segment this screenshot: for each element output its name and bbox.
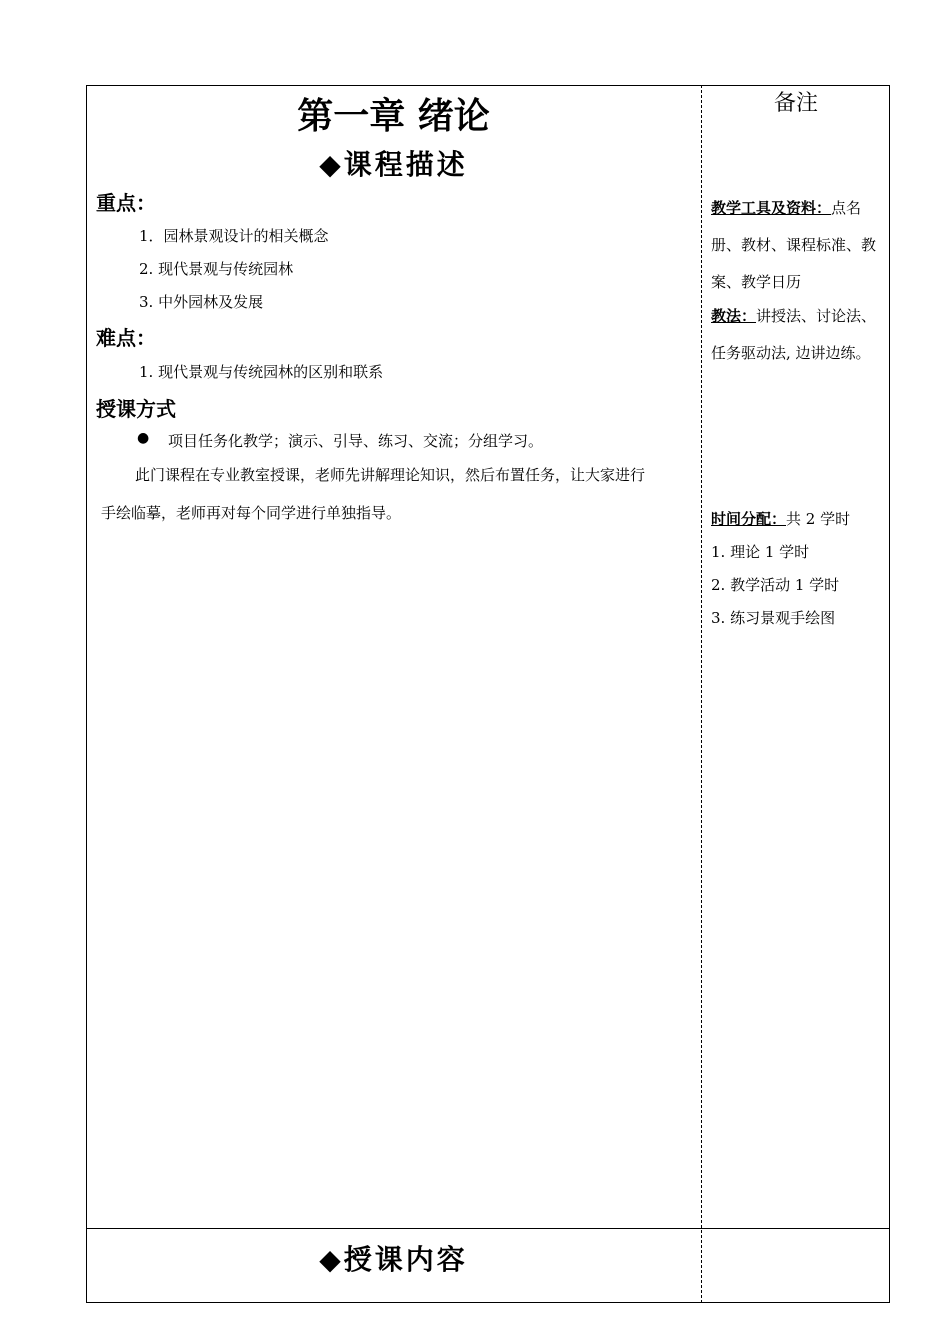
method-line1 <box>711 305 876 326</box>
remarks-heading: 备注 <box>773 91 818 116</box>
row-divider <box>86 1228 890 1229</box>
course-description-heading: ◆课程描述 <box>319 148 468 181</box>
teaching-content-heading: ◆授课内容 <box>319 1243 468 1276</box>
chapter-title: 第一章 绪论 <box>297 96 490 137</box>
method-line2: 任务驱动法, 边讲边练。 <box>711 344 871 362</box>
key-points-heading: 重点： <box>96 191 156 215</box>
tools-line2: 册、教材、课程标准、教 <box>711 236 877 254</box>
key-point-item: 3. 中外园林及发展 <box>139 293 264 311</box>
time-item: 1. 理论 1 学时 <box>711 543 810 561</box>
time-item: 2. 教学活动 1 学时 <box>711 576 840 594</box>
tools-text: 点名 <box>831 199 862 217</box>
method-label: 教法： <box>711 307 757 325</box>
teaching-method-heading: 授课方式 <box>96 397 176 421</box>
time-allocation-line <box>711 508 850 529</box>
tools-label: 教学工具及资料： <box>711 199 832 217</box>
difficulties-heading: 难点： <box>96 326 156 350</box>
time-label: 时间分配： <box>711 510 787 528</box>
time-text: 共 2 学时 <box>786 510 851 528</box>
teaching-method-paragraph-line1: 此门课程在专业教室授课，老师先讲解理论知识，然后布置任务，让大家进行 <box>135 466 646 484</box>
tools-line1 <box>711 197 861 218</box>
difficulty-item: 1. 现代景观与传统园林的区别和联系 <box>139 363 384 381</box>
tools-line3: 案、教学日历 <box>711 273 802 291</box>
time-item: 3. 练习景观手绘图 <box>711 609 836 627</box>
method-text: 讲授法、讨论法、 <box>756 307 877 325</box>
teaching-method-paragraph-line2: 手绘临摹，老师再对每个同学进行单独指导。 <box>101 504 402 522</box>
key-point-item: 2. 现代景观与传统园林 <box>139 260 294 278</box>
bullet-icon: ● <box>137 430 150 446</box>
teaching-method-bullet-text: 项目任务化教学；演示、引导、练习、交流；分组学习。 <box>168 432 544 450</box>
column-divider <box>701 85 702 1303</box>
key-point-item: 1．园林景观设计的相关概念 <box>139 227 329 245</box>
